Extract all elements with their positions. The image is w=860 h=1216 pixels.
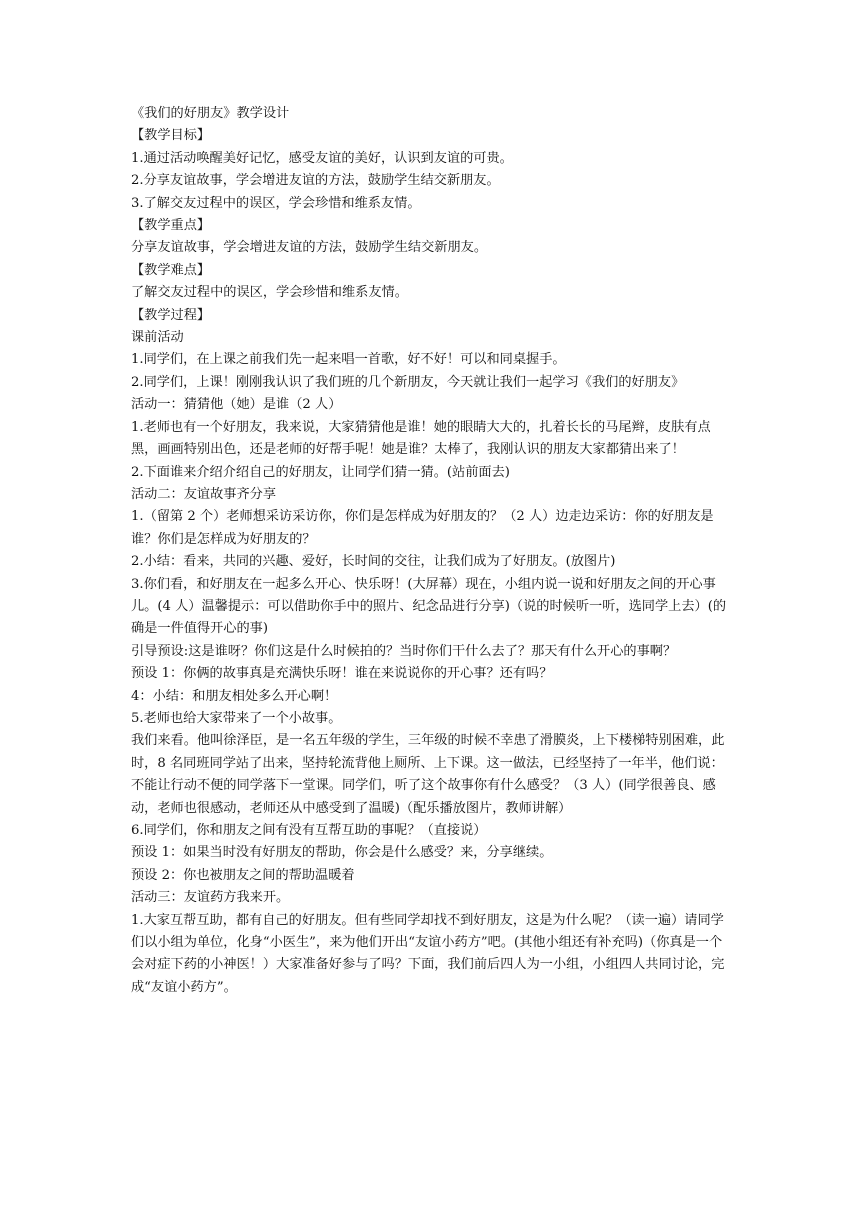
paragraph: 2.同学们，上课！刚刚我认识了我们班的几个新朋友，今天就让我们一起学习《我们的好朋友》 — [131, 374, 685, 390]
paragraph: 1.（留第 2 个）老师想采访采访你，你们是怎样成为好朋友的？（2 人）边走边采访：你的好朋友是谁？你们是怎样成为好朋友的？ — [131, 509, 714, 547]
section-heading-process: 【教学过程】 — [131, 307, 211, 323]
paragraph: 预设 1：如果当时没有好朋友的帮助，你会是什么感受？来，分享继续。 — [131, 845, 553, 861]
paragraph: 2.小结：看来，共同的兴趣、爱好，长时间的交往，让我们成为了好朋友。(放图片) — [131, 554, 616, 570]
paragraph: 预设 1：你俩的故事真是充满快乐呀！谁在来说说你的开心事？还有吗？ — [131, 666, 553, 682]
document-title: 《我们的好朋友》教学设计 — [131, 106, 290, 121]
paragraph: 引导预设:这是谁呀？你们这是什么时候拍的？当时你们干什么去了？那天有什么开心的事啊？ — [131, 643, 677, 659]
document-body — [131, 103, 731, 999]
paragraph: 预设 2：你也被朋友之间的帮助温暖着 — [131, 867, 355, 883]
subheading-pre-class: 课前活动 — [131, 330, 184, 346]
paragraph: 1.大家互帮互助，都有自己的好朋友。但有些同学却找不到好朋友，这是为什么呢？（读一遍）请同学们以小组为单位，化身“小医生”，来为他们开出“友谊小药方”吧。(其他小组还有补充吗)（你真是一个会对症下药的小神医！）大家准备好参与了吗？下面，我们前后四人为一小组，小组四人共同讨论，完成“友谊小药方”。 — [131, 912, 725, 995]
paragraph: 1.老师也有一个好朋友，我来说，大家猜猜他是谁！她的眼睛大大的，扎着长长的马尾辫，皮肤有点黑，画画特别出色，还是老师的好帮手呢！她是谁？太棒了，我刚认识的朋友大家都猜出来了！ — [131, 419, 711, 458]
section-heading-difficulty: 【教学难点】 — [131, 262, 211, 278]
paragraph: 4：小结：和朋友相处多么开心啊！ — [131, 688, 338, 704]
paragraph: 1.通过活动唤醒美好记忆，感受友谊的美好，认识到友谊的可贵。 — [131, 150, 513, 166]
paragraph: 我们来看。他叫徐泽臣，是一名五年级的学生，三年级的时候不幸患了滑膜炎，上下楼梯特别困难，此时，8 名同班同学站了出来，坚持轮流背他上厕所、上下课。这一做法，已经坚持了一年半，他们说：不能让行动不便的同学落下一堂课。同学们，听了这个故事你有什么感受？（3 人）(同学很善良、感动，老师也很感动，老师还从中感受到了温暖)（配乐播放图片，教师讲解） — [131, 733, 725, 816]
paragraph: 6.同学们，你和朋友之间有没有互帮互助的事呢？（直接说） — [131, 823, 487, 838]
paragraph: 2.分享友谊故事，学会增进友谊的方法，鼓励学生结交新朋友。 — [131, 173, 500, 189]
activity-heading-2: 活动二：友谊故事齐分享 — [131, 486, 277, 502]
section-heading-goals: 【教学目标】 — [131, 128, 211, 144]
section-heading-focus: 【教学重点】 — [131, 218, 211, 234]
paragraph: 3.你们看，和好朋友在一起多么开心、快乐呀！(大屏幕）现在，小组内说一说和好朋友之间的开心事儿。(4 人）温馨提示：可以借助你手中的照片、纪念品进行分享)（说的时候听一听，选同学上去）(的确是一件值得开心的事) — [131, 576, 727, 637]
paragraph: 分享友谊故事，学会增进友谊的方法，鼓励学生结交新朋友。 — [131, 240, 488, 256]
activity-heading-1: 活动一：猜猜他（她）是谁（2 人） — [131, 397, 342, 413]
paragraph: 2.下面谁来介绍介绍自己的好朋友，让同学们猜一猜。(站前面去) — [131, 464, 510, 480]
paragraph: 5.老师也给大家带来了一个小故事。 — [131, 710, 342, 726]
paragraph: 3.了解交友过程中的误区，学会珍惜和维系友情。 — [131, 195, 421, 211]
paragraph: 1.同学们，在上课之前我们先一起来唱一首歌，好不好！可以和同桌握手。 — [131, 352, 566, 368]
paragraph: 了解交友过程中的误区，学会珍惜和维系友情。 — [131, 285, 408, 301]
activity-heading-3: 活动三：友谊药方我来开。 — [131, 890, 290, 906]
